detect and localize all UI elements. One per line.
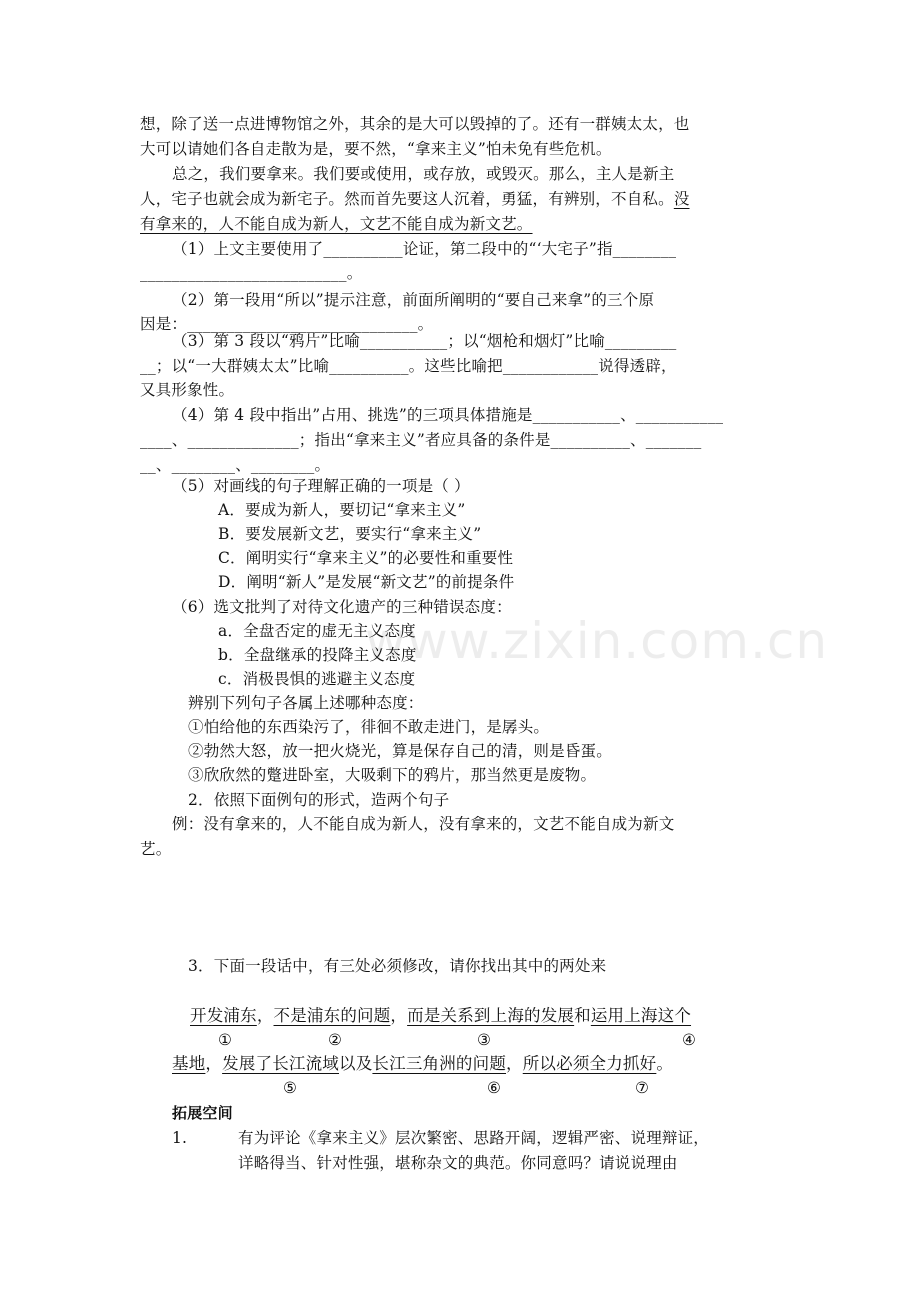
underlined-sentence: 有拿来的，人不能自成为新人，文艺不能自成为新文艺。	[140, 215, 533, 233]
question-1: （1）上文主要使用了__________论证，第二段中的“‘大宅子”指________	[172, 240, 677, 258]
marker-5: ⑤	[283, 1079, 297, 1097]
marker-3: ③	[477, 1031, 491, 1049]
question-5: （5）对画线的句子理解正确的一项是（ ）	[172, 477, 470, 495]
comma: ，	[506, 1054, 523, 1073]
correction-sentence-line-2	[172, 1053, 673, 1075]
question-2-cont: 因是：_____________________________。	[140, 315, 434, 333]
sentence-2: ②勃然大怒，放一把火烧光，算是保存自己的清，则是昏蛋。	[188, 742, 612, 760]
task-2: 2．依照下面例句的形式，造两个句子	[188, 791, 450, 809]
question-3-cont: __；以“一大群姨太太”比喻__________。这些比喻把____________说得透辟，	[140, 357, 677, 375]
question-6-prompt: 辨别下列句子各属上述哪种态度：	[188, 694, 424, 712]
passage-line: 总之，我们要拿来。我们要或使用，或存放，或毁灭。那么，主人是新主	[172, 165, 675, 183]
conjunction: 和	[574, 1006, 591, 1025]
segment-2: 不是浦东的问题	[273, 1006, 391, 1025]
question-4-cont: ____、______________；指出“拿来主义”者应具备的条件是__________、_______	[140, 431, 702, 449]
task-3: 3．下面一段话中，有三处必须修改，请你找出其中的两处来	[188, 957, 607, 975]
question-2: （2）第一段用“所以”提示注意，前面所阐明的“要自己来拿”的三个原	[172, 291, 655, 309]
segment-6: 长江三角洲的问题	[372, 1054, 507, 1073]
question-4-cont: __、________、________。	[140, 456, 331, 474]
section-heading: 拓展空间	[172, 1104, 233, 1122]
attitude-b: b．全盘继承的投降主义态度	[218, 646, 417, 664]
passage-text: 人，宅子也就会成为新宅子。然而首先要这人沉着，勇猛，有辨别，不自私。	[140, 190, 674, 208]
extension-item-1-cont: 详略得当、针对性强，堪称杂文的典范。你同意吗？请说说理由	[238, 1154, 678, 1172]
option-d: D．阐明“新人”是发展“新文艺”的前提条件	[218, 573, 515, 591]
question-4: （4）第 4 段中指出”占用、挑选”的三项具体措施是___________、___________	[172, 406, 724, 424]
question-3: （3）第 3 段以“鸦片”比喻___________；以“烟枪和烟灯”比喻_________	[172, 332, 677, 350]
marker-2: ②	[328, 1031, 342, 1049]
option-c: C．阐明实行“拿来主义”的必要性和重要性	[218, 549, 514, 567]
passage-line: 大可以请她们各自走散为是，要不然，“拿来主义”怕未免有些危机。	[140, 140, 612, 158]
segment-4-cont: 基地	[172, 1054, 206, 1073]
segment-7: 所以必须全力抓好	[522, 1054, 657, 1073]
item-number: 1.	[172, 1129, 188, 1147]
option-b: B．要发展新文艺，要实行“拿来主义”	[218, 525, 482, 543]
period: 。	[656, 1054, 674, 1073]
segment-3: 而是关系到上海的发展	[407, 1006, 575, 1025]
question-1-cont: __________________________。	[140, 264, 363, 282]
segment-1: 开发浦东	[190, 1006, 257, 1025]
question-3-cont: 又具形象性。	[140, 381, 235, 399]
sentence-3: ③欣欣然的蹩进卧室，大吸剩下的鸦片，那当然更是废物。	[188, 766, 597, 784]
segment-4: 运用上海这个	[590, 1006, 692, 1025]
task-2-example: 例：没有拿来的，人不能自成为新人，没有拿来的，文艺不能自成为新文	[172, 815, 675, 833]
marker-4: ④	[682, 1031, 696, 1049]
correction-sentence-line-1	[190, 1005, 691, 1027]
marker-6: ⑥	[487, 1079, 501, 1097]
attitude-c: c．消极畏惧的逃避主义态度	[218, 670, 416, 688]
option-a: A．要成为新人，要切记“拿来主义”	[218, 501, 466, 519]
extension-item-1: 有为评论《拿来主义》层次繁密、思路开阔，逻辑严密、说理辩证，	[238, 1129, 710, 1147]
passage-line	[140, 188, 690, 210]
attitude-a: a．全盘否定的虚无主义态度	[218, 622, 416, 640]
comma: ，	[390, 1006, 408, 1025]
conjunction: 以及	[339, 1054, 373, 1073]
underlined-sentence: 没	[673, 190, 690, 208]
marker-1: ①	[218, 1031, 232, 1049]
question-6: （6）选文批判了对待文化遗产的三种错误态度：	[172, 598, 512, 616]
comma: ，	[256, 1006, 274, 1025]
marker-7: ⑦	[635, 1079, 649, 1097]
segment-5: 发展了长江流域	[222, 1054, 340, 1073]
watermark: www.zixin.com.cn	[365, 612, 829, 670]
sentence-1: ①怕给他的东西染污了，徘徊不敢走进门，是孱头。	[188, 718, 550, 736]
comma: ，	[205, 1054, 223, 1073]
task-2-example-cont: 艺。	[140, 840, 172, 858]
passage-line: 想，除了送一点进博物馆之外，其余的是大可以毁掉的了。还有一群姨太太，也	[140, 115, 690, 133]
